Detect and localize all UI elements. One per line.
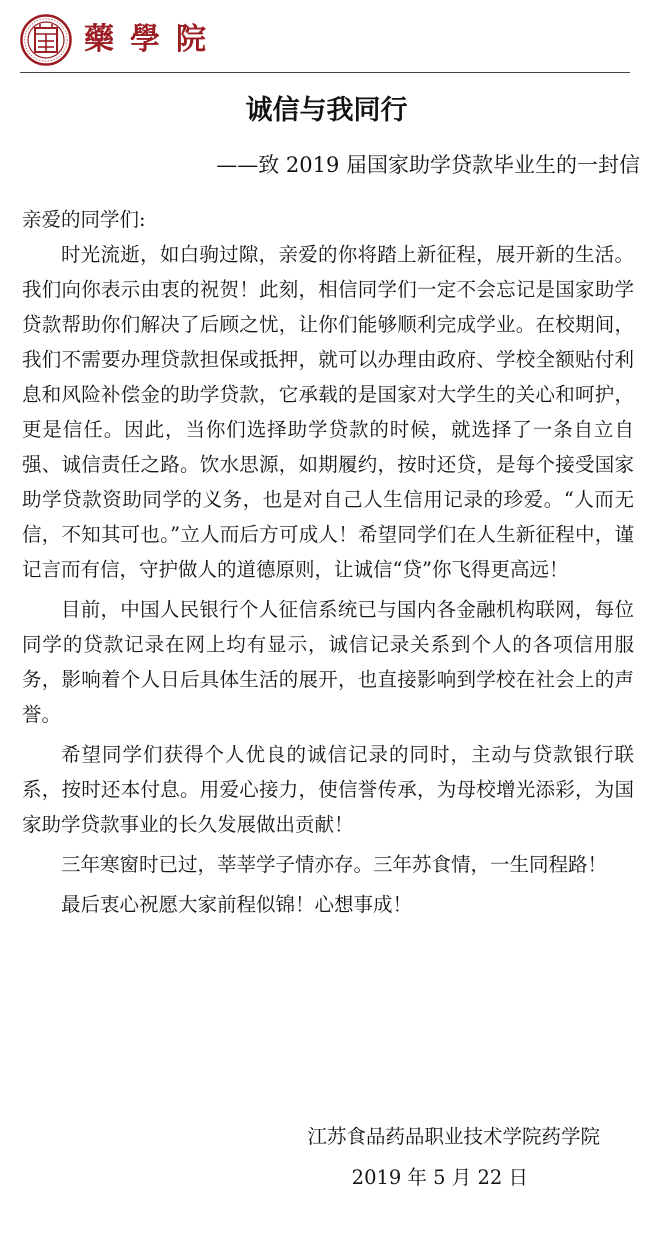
school-seal-icon [20, 14, 72, 66]
letter-greeting: 亲爱的同学们: [22, 208, 146, 231]
letter-paragraph: 时光流逝，如白驹过隙，亲爱的你将踏上新征程，展开新的生活。我们向你表示由衷的祝贺！此刻，相信同学们一定不会忘记是国家助学贷款帮助你们解决了后顾之忧，让你们能够顺利完成学业。在校期间，我们不需要办理贷款担保或抵押，就可以办理由政府、学校全额贴付利息和风险补偿金的助学贷款，它承载的是国家对大学生的关心和呵护，更是信任。因此，当你们选择助学贷款的时候，就选择了一条自立自强、诚信责任之路。饮水思源，如期履约，按时还贷，是每个接受国家助学贷款资助同学的义务，也是对自己人生信用记录的珍爱。“人而无信，不知其可也。”立人而后方可成人！希望同学们在人生新征程中，谨记言而有信，守护做人的道德原则，让诚信“贷”你飞得更高远！ [22, 243, 634, 581]
school-logo-text: 藥學院 [84, 22, 222, 57]
letter-signature: 江苏食品药品职业技术学院药学院 [307, 1125, 600, 1148]
letter-paragraph: 目前，中国人民银行个人征信系统已与国内各金融机构联网，每位同学的贷款记录在网上均有显示，诚信记录关系到个人的各项信用服务，影响着个人日后具体生活的展开，也直接影响到学校在社会上的声誉。 [22, 598, 634, 726]
letter-paragraph: 三年寒窗时已过，莘莘学子情亦存。三年苏食情，一生同程路！ [61, 853, 608, 876]
letterhead [0, 0, 653, 76]
letter-title: 诚信与我同行 [245, 95, 408, 126]
letter-subtitle: ——致 2019 届国家助学贷款毕业生的一封信 [216, 153, 640, 177]
letter-paragraph: 希望同学们获得个人优良的诚信记录的同时，主动与贷款银行联系，按时还本付息。用爱心接力，使信誉传承，为母校增光添彩，为国家助学贷款事业的长久发展做出贡献！ [22, 743, 634, 836]
letter-body [22, 202, 634, 927]
header-divider [20, 72, 630, 73]
letter-paragraph: 最后衷心祝愿大家前程似锦！心想事成！ [61, 893, 413, 916]
letter-date: 2019 年 5 月 22 日 [351, 1166, 528, 1189]
